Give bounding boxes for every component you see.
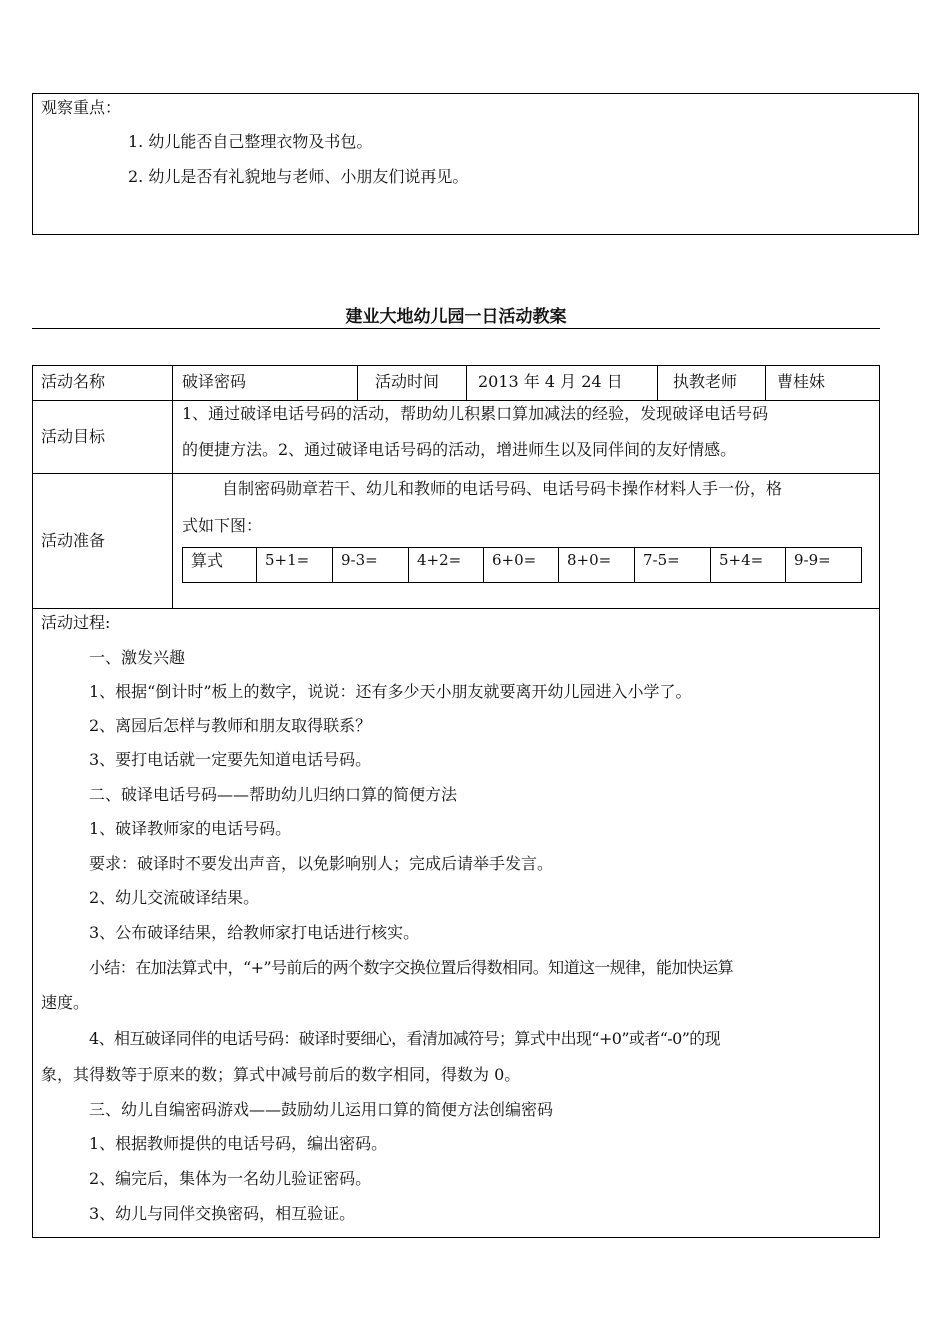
process-line: 要求：破译时不要发出声音，以免影响别人；完成后请举手发言。 [89,854,554,873]
process-line: 3、要打电话就一定要先知道电话号码。 [89,750,372,769]
formula-divider [558,547,559,583]
formula-cell: 9-9= [794,551,831,569]
activity-name-value: 破译密码 [182,372,247,391]
formula-cell: 5+1= [265,551,310,569]
process-line: 1、根据教师提供的电话号码，编出密码。 [89,1134,388,1153]
formula-cell: 6+0= [492,551,537,569]
formula-divider [408,547,409,583]
formula-divider [256,547,257,583]
row-divider [32,400,880,401]
process-line: 1、根据“倒计时”板上的数字，说说：还有多少天小朋友就要离开幼儿园进入小学了。 [89,682,692,701]
formula-divider [332,547,333,583]
teacher-value: 曹桂妹 [777,372,826,391]
activity-time-label: 活动时间 [375,372,440,391]
col-divider [172,365,173,608]
process-line: 象，其得数等于原来的数；算式中减号前后的数字相同，得数为 0。 [41,1065,521,1084]
page-title: 建业大地幼儿园一日活动教案 [345,307,567,327]
formula-divider [483,547,484,583]
col-divider [657,365,658,400]
process-line: 3、公布破译结果，给教师家打电话进行核实。 [89,923,420,942]
formula-divider [710,547,711,583]
formula-divider [634,547,635,583]
activity-time-value: 2013 年 4 月 24 日 [478,372,623,391]
formula-divider [785,547,786,583]
process-line: 2、幼儿交流破译结果。 [89,888,260,907]
observation-item: 2. 幼儿是否有礼貌地与老师、小朋友们说再见。 [128,167,469,186]
col-divider [357,365,358,400]
goal-label: 活动目标 [41,427,106,446]
formula-cell: 5+4= [719,551,764,569]
teacher-label: 执教老师 [673,372,738,391]
prep-line: 式如下图： [182,516,263,535]
formula-cell: 8+0= [567,551,612,569]
process-line: 小结：在加法算式中，“+”号前后的两个数字交换位置后得数相同。知道这一规律，能加快运算 [89,958,733,977]
formula-cell: 7-5= [643,551,680,569]
process-line: 2、离园后怎样与教师和朋友取得联系？ [89,716,372,735]
formula-cell: 4+2= [417,551,462,569]
goal-line: 的便捷方法。2、通过破译电话号码的活动，增进师生以及同伴间的友好情感。 [182,440,737,459]
row-divider [32,608,880,609]
process-line: 一、激发兴趣 [89,648,186,667]
process-line: 二、破译电话号码——帮助幼儿归纳口算的简便方法 [89,785,458,804]
process-line: 3、幼儿与同伴交换密码，相互验证。 [89,1204,356,1223]
row-divider [32,473,880,474]
observation-heading: 观察重点： [41,98,122,117]
observation-item: 1. 幼儿能否自己整理衣物及书包。 [128,132,373,151]
process-line: 4、相互破译同伴的电话号码：破译时要细心，看清加减符号；算式中出现“+0”或者“-0”的现 [89,1029,721,1048]
title-underline [32,328,880,329]
prep-line: 自制密码勋章若干、幼儿和教师的电话号码、电话号码卡操作材料人手一份，格 [222,479,783,498]
process-label: 活动过程: [41,613,111,632]
prep-label: 活动准备 [41,531,106,550]
formula-cell: 9-3= [341,551,378,569]
observation-box [32,93,919,235]
col-divider [466,365,467,400]
process-line: 2、编完后，集体为一名幼儿验证密码。 [89,1169,372,1188]
activity-name-label: 活动名称 [41,372,106,391]
formula-cell: 算式 [191,551,224,570]
process-line: 速度。 [41,993,90,1012]
col-divider [765,365,766,400]
goal-line: 1、通过破译电话号码的活动，帮助幼儿积累口算加减法的经验，发现破译电话号码 [182,404,769,423]
process-line: 1、破译教师家的电话号码。 [89,819,292,838]
process-line: 三、幼儿自编密码游戏——鼓励幼儿运用口算的简便方法创编密码 [89,1100,554,1119]
